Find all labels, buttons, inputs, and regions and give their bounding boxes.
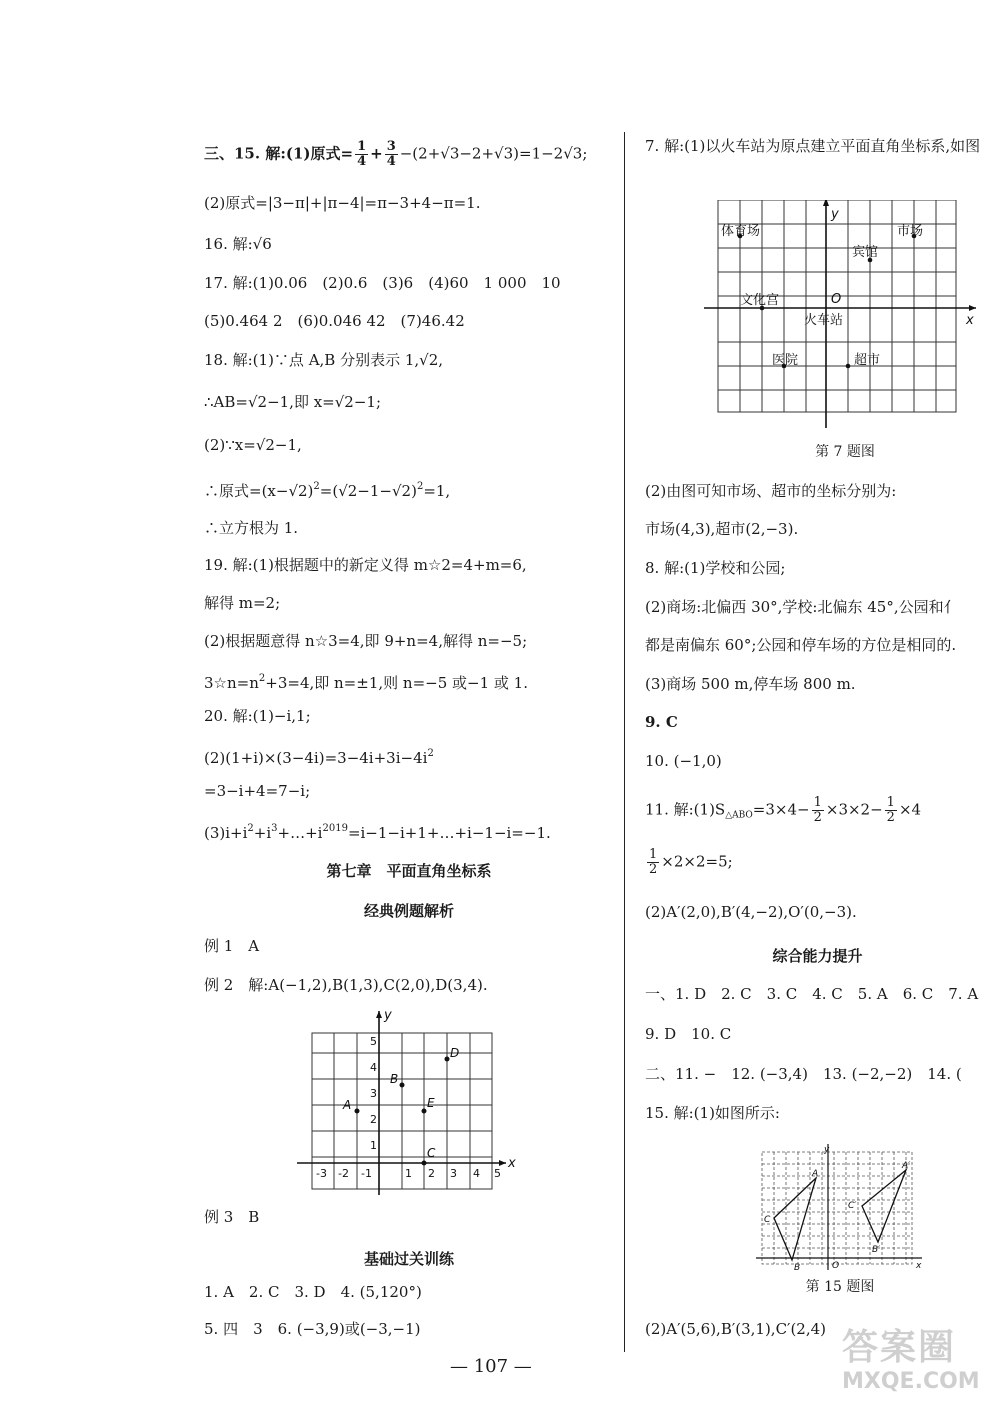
answer-20-line2: $(2)(1+i)\times(3-4i)=3-4i+3i-4i^2$ (204, 748, 434, 767)
x-tick-3: 3 (450, 1167, 457, 1180)
section-heading-basic: 基础过关训练 (363, 1250, 454, 1268)
answer-17-line2: (5)0.464 2 (6)0.046 42 (7)46.42 (204, 312, 465, 330)
answer-8-line3: 都是南偏东 60°;公园和停车场的方位是相同的. (645, 636, 957, 654)
answer-16: 16. 解:√6 (204, 235, 272, 253)
y-axis-label: y (831, 207, 839, 222)
answer-8-line2: (2)商场:北偏西 30°,学校:北偏东 45°,公园和亻 (645, 598, 959, 616)
x-axis-label: x (916, 1261, 922, 1271)
x-axis-label: x (966, 313, 974, 328)
answer-15-right-line2: (2)A′(5,6),B′(3,1),C′(2,4) (645, 1320, 827, 1338)
section-heading-examples: 经典例题解析 (363, 902, 454, 920)
answer-19-line2: 解得 m=2; (204, 594, 281, 612)
example-2-coordinate-figure (292, 1005, 522, 1195)
answer-7-line1: 7. 解:(1)以火车站为原点建立平面直角坐标系,如图 (645, 137, 981, 155)
answer-15-line1: 三、15. 解:(1)原式= $\frac{1}{4}$ + $\frac{3}{4}$ −(2+√3−2+√3)=1−2√3; (204, 139, 588, 169)
answer-18-line3: (2)∵x=√2−1, (204, 436, 302, 454)
label-d: D (450, 1046, 460, 1060)
figure-7-map-grid (700, 200, 990, 432)
label-hospital: 医院 (772, 353, 799, 368)
point-a (355, 1109, 360, 1114)
x-tick-neg2: -2 (338, 1167, 349, 1180)
x-tick-neg3: -3 (316, 1167, 327, 1180)
answer-20-line3: =3−i+4=7−i; (204, 782, 311, 800)
answer-19-line3: (2)根据题意得 n☆3=4,即 9+n=4,解得 n=−5; (204, 632, 528, 650)
answer-20-line4: $(3)i+i^2+i^3+\dots+i^{2019}=i-1-i+1+\dots+i-1-i=-1$. (204, 823, 551, 842)
label-station: 火车站 (804, 313, 844, 328)
figure-15-caption: 第 15 题图 (805, 1279, 875, 1295)
label-gym: 体育场 (721, 224, 761, 239)
label-a: A (343, 1098, 352, 1112)
comprehensive-answers-1: 一、1. D 2. C 3. C 4. C 5. A 6. C 7. A (645, 985, 979, 1003)
answer-7-line3: 市场(4,3),超市(2,−3). (645, 520, 799, 538)
label-a-prime: A′ (902, 1161, 911, 1171)
label-b: B (390, 1072, 399, 1086)
y-axis-label: y (824, 1145, 830, 1155)
label-c-prime: C′ (848, 1201, 857, 1211)
y-tick-2: 2 (370, 1113, 377, 1126)
basic-answers-2: 5. 四 3 6. (−3,9)或(−3,−1) (204, 1320, 421, 1338)
watermark-chinese: 答案圈 (842, 1327, 957, 1368)
x-tick-4: 4 (473, 1167, 480, 1180)
page-number: — 107 — (450, 1356, 532, 1377)
label-b: B (794, 1263, 801, 1273)
example-2: 例 2 解:A(−1,2),B(1,3),C(2,0),D(3,4). (204, 976, 488, 994)
answer-11-line1: 11. 解$:(1)S_{\triangle ABO}=3\times 4-$ $\frac{1}{2}$ ×3×2− $\frac{1}{2}$ ×4 (645, 796, 922, 825)
answer-11-line2: $\frac{1}{2}$ ×2×2=5; (649, 847, 733, 877)
answer-20-line1: 20. 解:(1)−i,1; (204, 707, 311, 725)
answer-11-line3: (2)A′(2,0),B′(4,−2),O′(0,−3). (645, 903, 857, 921)
label-c: C (427, 1146, 436, 1160)
answer-10: 10. (−1,0) (645, 752, 722, 770)
label-a: A (812, 1169, 819, 1179)
answer-18-line1: 18. 解:(1)∵点 A,B 分别表示 1,√2, (204, 351, 444, 369)
point-supermarket (846, 364, 851, 369)
figure-15-triangle-grid (752, 1142, 928, 1276)
y-tick-1: 1 (370, 1139, 377, 1152)
label-market: 市场 (897, 224, 924, 239)
comprehensive-answers-2: 9. D 10. C (645, 1025, 732, 1043)
chapter-title: 第七章 平面直角坐标系 (326, 862, 492, 880)
x-tick-5: 5 (494, 1167, 501, 1180)
answer-7-line2: (2)由图可知市场、超市的坐标分别为: (645, 482, 897, 500)
label-e: E (427, 1096, 435, 1110)
column-divider (624, 132, 625, 1352)
answer-9: 9. C (645, 713, 678, 731)
label-origin: O (831, 292, 842, 307)
answer-17-line1: 17. 解:(1)0.06 (2)0.6 (3)6 (4)60 1 000 10 (204, 274, 561, 292)
label-supermarket: 超市 (854, 353, 881, 368)
point-b (400, 1083, 405, 1088)
x-axis-label: x (508, 1156, 516, 1171)
y-axis-label: y (384, 1008, 392, 1023)
answer-18-line5: ∴立方根为 1. (204, 519, 299, 537)
answer-19-line1: 19. 解:(1)根据题中的新定义得 m☆2=4+m=6, (204, 556, 527, 574)
label-culture: 文化宫 (740, 293, 780, 308)
figure-7-caption: 第 7 题图 (815, 444, 875, 460)
answer-8-line1: 8. 解:(1)学校和公园; (645, 559, 786, 577)
watermark-logo (842, 1327, 992, 1409)
y-tick-3: 3 (370, 1087, 377, 1100)
answer-18-line2: ∴AB=√2−1,即 x=√2−1; (204, 393, 382, 411)
point-c (422, 1161, 427, 1166)
example-1: 例 1 A (204, 937, 260, 955)
x-tick-1: 1 (405, 1167, 412, 1180)
basic-answers-1: 1. A 2. C 3. D 4. (5,120°) (204, 1283, 422, 1301)
point-d (445, 1057, 450, 1062)
answer-19-line4: $3☆n=n^2+3=4$,即 n=±1,则 n=−5 或−1 或 1. (204, 673, 528, 692)
label-origin: O (832, 1261, 840, 1271)
label-b-prime: B′ (872, 1245, 881, 1255)
example-3: 例 3 B (204, 1208, 260, 1226)
answer-18-line4: ∴原式$=(x-√2)^2=(√2-1-√2)^2=1$, (204, 481, 451, 500)
y-tick-5: 5 (370, 1035, 377, 1048)
label-c: C (764, 1215, 771, 1225)
answer-15-line2: (2)原式=|3−π|+|π−4|=π−3+4−π=1. (204, 194, 481, 212)
triangle-a-prime-b-prime-c-prime (862, 1170, 906, 1242)
section-heading-comprehensive: 综合能力提升 (772, 947, 863, 965)
comprehensive-answers-3: 二、11. − 12. (−3,4) 13. (−2,−2) 14. ( (645, 1065, 962, 1083)
x-tick-neg1: -1 (361, 1167, 372, 1180)
answer-8-line4: (3)商场 500 m,停车场 800 m. (645, 675, 856, 693)
x-tick-2: 2 (428, 1167, 435, 1180)
point-e (422, 1109, 427, 1114)
y-tick-4: 4 (370, 1061, 377, 1074)
label-hotel: 宾馆 (852, 245, 879, 260)
answer-15-right-line1: 15. 解:(1)如图所示: (645, 1104, 780, 1122)
watermark-url: MXQE.COM (842, 1369, 980, 1394)
